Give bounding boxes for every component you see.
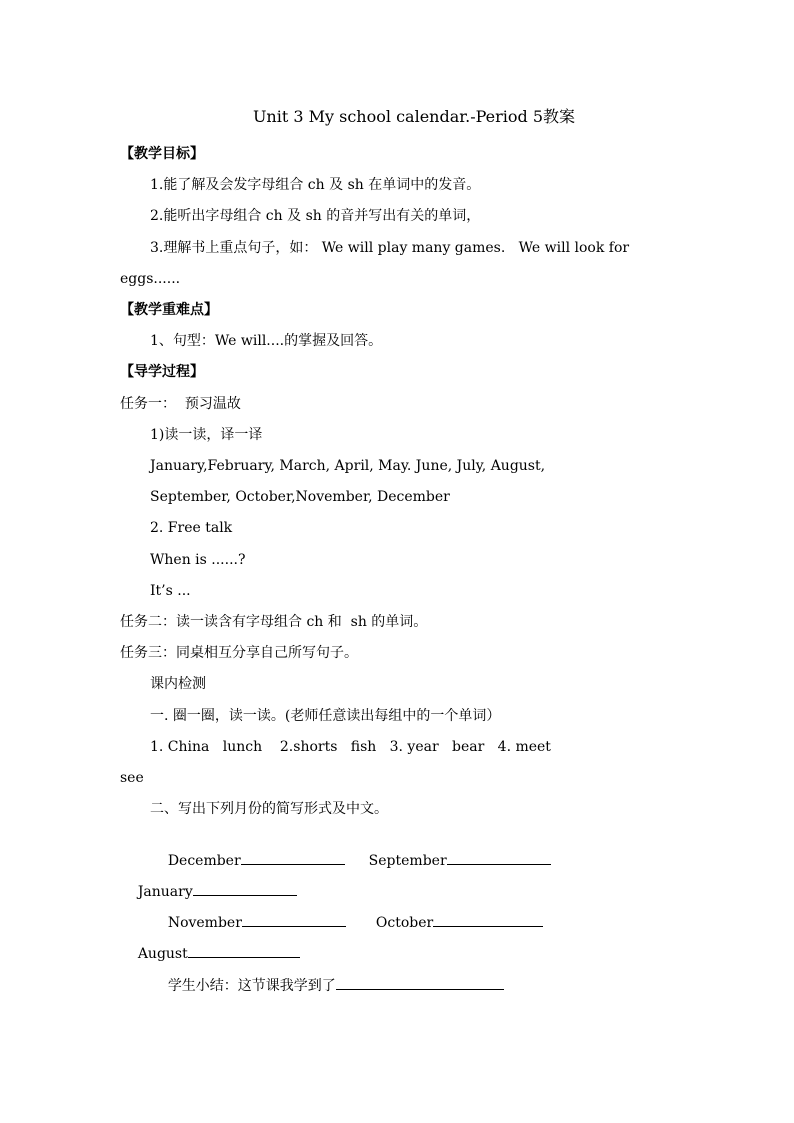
check-1: 一. 圈一圈，读一读。(老师任意读出每组中的一个单词） [150, 708, 501, 724]
section-objectives: 【教学目标】 [120, 146, 204, 162]
talk-question: When is ......? [150, 552, 246, 568]
answer-blank-summary[interactable] [336, 975, 504, 990]
month-december: December [167, 853, 241, 869]
months-line-2: September, October,November, December [150, 489, 450, 505]
objective-3-continued: eggs...... [120, 271, 181, 287]
page-title: Unit 3 My school calendar.-Period 5教案 [252, 107, 576, 126]
objective-2: 2.能听出字母组合 ch 及 sh 的音并写出有关的单词， [150, 208, 481, 224]
month-august: August [137, 946, 188, 962]
task-3: 任务三：同桌相互分享自己所写句子。 [120, 645, 358, 661]
task-2: 任务二：读一读含有字母组合 ch 和 sh 的单词。 [120, 614, 428, 630]
objective-3: 3.理解书上重点句子，如： We will play many games. We will look for [150, 240, 630, 256]
month-november: November [167, 915, 242, 931]
talk-answer: It’s ... [150, 583, 191, 599]
check-1-continued: see [120, 770, 144, 786]
task-1-sub-2: 2. Free talk [150, 520, 233, 536]
answer-blank-august[interactable] [188, 943, 300, 958]
month-january: January [137, 884, 193, 900]
keypoint-1: 1、句型：We will....的掌握及回答。 [150, 333, 383, 349]
check-1-items: 1. China lunch 2.shorts fish 3. year bear 4. meet [150, 739, 551, 755]
check-2: 二、写出下列月份的简写形式及中文。 [150, 801, 388, 817]
check-title: 课内检测 [150, 676, 206, 692]
summary-row [150, 957, 504, 1013]
month-september: September [368, 853, 447, 869]
summary-label: 学生小结：这节课我学到了 [167, 978, 336, 994]
section-process: 【导学过程】 [120, 364, 204, 380]
answer-blank-october[interactable] [433, 912, 543, 927]
month-october: October [375, 915, 434, 931]
months-line-1: January,February, March, April, May. June, July, August, [150, 458, 546, 474]
objective-1: 1.能了解及会发字母组合 ch 及 sh 在单词中的发音。 [150, 177, 481, 193]
answer-blank-september[interactable] [447, 850, 551, 865]
task-1-sub-1: 1)读一读，译一译 [150, 427, 263, 443]
section-keypoints: 【教学重难点】 [120, 302, 218, 318]
task-1: 任务一： 预习温故 [120, 396, 241, 412]
